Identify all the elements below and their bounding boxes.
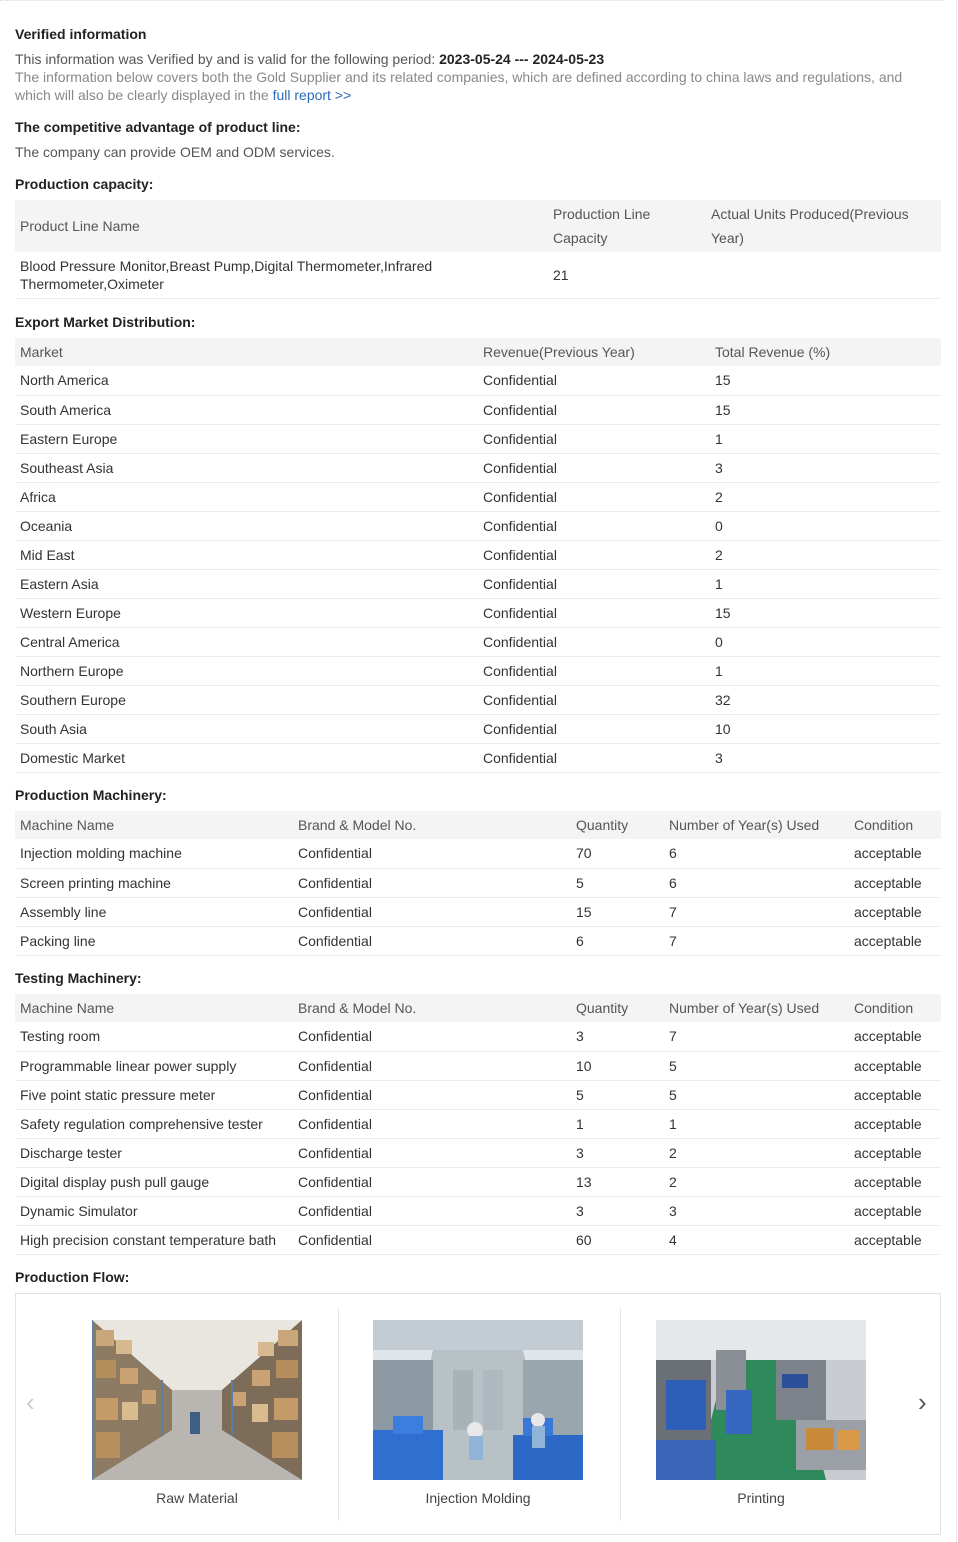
table-row	[15, 839, 941, 868]
table-row	[15, 482, 941, 511]
table-cell: acceptable	[849, 1022, 941, 1051]
table-cell: acceptable	[849, 1138, 941, 1167]
capacity-col-capacity: Production Line Capacity	[548, 200, 706, 252]
table-cell: Confidential	[293, 1051, 571, 1080]
pm-col-machine: Machine Name	[15, 811, 293, 839]
production-machinery-header-row	[15, 811, 941, 839]
table-cell: Confidential	[478, 482, 710, 511]
flow-item-label: Printing	[737, 1490, 785, 1506]
table-cell: Packing line	[15, 926, 293, 955]
capacity-product-line: Blood Pressure Monitor,Breast Pump,Digital Thermometer,Infrared Thermometer,Oximeter	[15, 252, 548, 298]
table-cell: Dynamic Simulator	[15, 1196, 293, 1225]
testing-machinery-table	[15, 994, 941, 1255]
testing-machinery-heading: Testing Machinery:	[15, 970, 142, 986]
table-row	[15, 685, 941, 714]
capacity-table	[15, 200, 941, 299]
table-row	[15, 1022, 941, 1051]
verified-prefix: This information was Verified by and is valid for the following period:	[15, 51, 436, 67]
table-cell: 15	[571, 897, 664, 926]
table-cell: 1	[664, 1109, 849, 1138]
production-flow-heading: Production Flow:	[15, 1269, 130, 1285]
table-row	[15, 1196, 941, 1225]
table-cell: 10	[710, 714, 941, 743]
table-cell: 1	[710, 424, 941, 453]
table-cell: acceptable	[849, 1196, 941, 1225]
table-row	[15, 1138, 941, 1167]
table-cell: Confidential	[293, 926, 571, 955]
capacity-value: 21	[548, 252, 706, 298]
table-cell: acceptable	[849, 1225, 941, 1254]
flow-item-raw-material[interactable]	[92, 1320, 302, 1506]
export-header-row	[15, 338, 941, 366]
table-cell: Eastern Asia	[15, 569, 478, 598]
table-cell: 2	[664, 1167, 849, 1196]
table-cell: 3	[571, 1196, 664, 1225]
table-cell: Confidential	[293, 1109, 571, 1138]
table-cell: 1	[710, 656, 941, 685]
table-cell: Testing room	[15, 1022, 293, 1051]
table-cell: 32	[710, 685, 941, 714]
table-cell: Confidential	[478, 569, 710, 598]
capacity-header-row	[15, 200, 941, 252]
top-divider	[0, 0, 944, 1]
table-row	[15, 252, 941, 298]
table-cell: Five point static pressure meter	[15, 1080, 293, 1109]
tm-col-condition: Condition	[849, 994, 941, 1022]
table-cell: Oceania	[15, 511, 478, 540]
export-col-market: Market	[15, 338, 478, 366]
table-cell: acceptable	[849, 897, 941, 926]
pm-col-years: Number of Year(s) Used	[664, 811, 849, 839]
table-cell: High precision constant temperature bath	[15, 1225, 293, 1254]
table-cell: South Asia	[15, 714, 478, 743]
table-cell: 2	[664, 1138, 849, 1167]
table-cell: 6	[664, 839, 849, 868]
table-cell: Confidential	[293, 1167, 571, 1196]
table-cell: Confidential	[293, 839, 571, 868]
table-cell: Screen printing machine	[15, 868, 293, 897]
table-cell: 3	[571, 1138, 664, 1167]
table-cell: acceptable	[849, 1080, 941, 1109]
export-heading: Export Market Distribution:	[15, 314, 196, 330]
table-row	[15, 1051, 941, 1080]
table-cell: acceptable	[849, 926, 941, 955]
table-cell: Confidential	[293, 1138, 571, 1167]
table-cell: 0	[710, 627, 941, 656]
table-cell: North America	[15, 366, 478, 395]
table-cell: 4	[664, 1225, 849, 1254]
chevron-right-icon[interactable]: ›	[918, 1387, 927, 1417]
table-cell: acceptable	[849, 868, 941, 897]
table-row	[15, 366, 941, 395]
table-cell: Confidential	[478, 395, 710, 424]
tm-col-brand: Brand & Model No.	[293, 994, 571, 1022]
tm-col-machine: Machine Name	[15, 994, 293, 1022]
printing-photo	[656, 1320, 866, 1480]
table-cell: Confidential	[478, 453, 710, 482]
table-cell: Confidential	[478, 685, 710, 714]
table-cell: 5	[571, 868, 664, 897]
table-cell: Western Europe	[15, 598, 478, 627]
table-row	[15, 868, 941, 897]
table-cell: 13	[571, 1167, 664, 1196]
flow-item-label: Raw Material	[156, 1490, 238, 1506]
table-cell: Confidential	[293, 897, 571, 926]
table-cell: acceptable	[849, 1167, 941, 1196]
export-col-total: Total Revenue (%)	[710, 338, 941, 366]
table-cell: Assembly line	[15, 897, 293, 926]
pm-col-condition: Condition	[849, 811, 941, 839]
table-row	[15, 424, 941, 453]
table-cell: Africa	[15, 482, 478, 511]
verified-period: 2023-05-24 --- 2024-05-23	[439, 51, 605, 67]
production-machinery-heading: Production Machinery:	[15, 787, 167, 803]
production-flow-carousel	[15, 1293, 941, 1535]
table-cell: Safety regulation comprehensive tester	[15, 1109, 293, 1138]
table-cell: Confidential	[478, 714, 710, 743]
testing-machinery-header-row	[15, 994, 941, 1022]
carousel-divider	[338, 1308, 339, 1521]
verified-heading: Verified information	[15, 26, 147, 42]
table-cell: Mid East	[15, 540, 478, 569]
table-cell: 6	[571, 926, 664, 955]
table-row	[15, 926, 941, 955]
table-cell: 15	[710, 598, 941, 627]
table-cell: 1	[571, 1109, 664, 1138]
advantage-text: The company can provide OEM and ODM services.	[15, 144, 335, 160]
table-cell: Confidential	[478, 511, 710, 540]
table-cell: acceptable	[849, 1109, 941, 1138]
table-cell: Confidential	[478, 656, 710, 685]
verified-note-text: The information below covers both the Gold Supplier and its related companies, which are defined according to china laws and regulations, and which will also be clearly displayed in the	[15, 69, 903, 103]
carousel-divider	[620, 1308, 621, 1521]
flow-item-label: Injection Molding	[425, 1490, 531, 1506]
table-cell: 5	[664, 1080, 849, 1109]
table-cell: Discharge tester	[15, 1138, 293, 1167]
capacity-col-units: Actual Units Produced(Previous Year)	[706, 200, 941, 252]
verified-note	[15, 68, 915, 104]
capacity-units	[706, 252, 941, 298]
table-row	[15, 656, 941, 685]
table-cell: Confidential	[293, 1196, 571, 1225]
table-cell: Confidential	[478, 743, 710, 772]
table-cell: 10	[571, 1051, 664, 1080]
pm-col-quantity: Quantity	[571, 811, 664, 839]
table-row	[15, 743, 941, 772]
table-cell: 3	[710, 453, 941, 482]
raw-material-photo	[92, 1320, 302, 1480]
table-cell: 70	[571, 839, 664, 868]
table-cell: Eastern Europe	[15, 424, 478, 453]
table-cell: 6	[664, 868, 849, 897]
table-row	[15, 627, 941, 656]
table-cell: 7	[664, 926, 849, 955]
table-cell: 7	[664, 1022, 849, 1051]
table-cell: 60	[571, 1225, 664, 1254]
table-cell: 15	[710, 395, 941, 424]
table-cell: 3	[571, 1022, 664, 1051]
table-cell: Confidential	[478, 366, 710, 395]
tm-col-years: Number of Year(s) Used	[664, 994, 849, 1022]
table-cell: Confidential	[478, 424, 710, 453]
table-cell: 3	[664, 1196, 849, 1225]
pm-col-brand: Brand & Model No.	[293, 811, 571, 839]
table-cell: Digital display push pull gauge	[15, 1167, 293, 1196]
table-cell: Southern Europe	[15, 685, 478, 714]
export-col-revenue: Revenue(Previous Year)	[478, 338, 710, 366]
chevron-left-icon[interactable]: ‹	[26, 1387, 35, 1417]
table-cell: acceptable	[849, 839, 941, 868]
table-row	[15, 453, 941, 482]
production-machinery-table	[15, 811, 941, 956]
table-row	[15, 598, 941, 627]
table-cell: Confidential	[478, 598, 710, 627]
table-row	[15, 1080, 941, 1109]
tm-col-quantity: Quantity	[571, 994, 664, 1022]
advantage-heading: The competitive advantage of product line:	[15, 119, 301, 135]
table-cell: 5	[571, 1080, 664, 1109]
table-cell: acceptable	[849, 1051, 941, 1080]
table-cell: Northern Europe	[15, 656, 478, 685]
table-cell: Confidential	[478, 627, 710, 656]
table-cell: 1	[710, 569, 941, 598]
table-cell: 2	[710, 540, 941, 569]
right-border	[956, 0, 957, 1542]
table-row	[15, 1225, 941, 1254]
capacity-heading: Production capacity:	[15, 176, 154, 192]
table-cell: Domestic Market	[15, 743, 478, 772]
table-row	[15, 540, 941, 569]
table-cell: Confidential	[293, 1225, 571, 1254]
table-cell: Central America	[15, 627, 478, 656]
table-cell: Southeast Asia	[15, 453, 478, 482]
verified-line	[15, 50, 941, 68]
full-report-link[interactable]: full report >>	[272, 87, 352, 103]
flow-item-printing[interactable]	[656, 1320, 866, 1506]
capacity-col-name: Product Line Name	[15, 200, 548, 252]
table-row	[15, 569, 941, 598]
table-cell: Confidential	[293, 868, 571, 897]
table-cell: 2	[710, 482, 941, 511]
table-cell: Confidential	[293, 1022, 571, 1051]
table-cell: Programmable linear power supply	[15, 1051, 293, 1080]
table-row	[15, 395, 941, 424]
table-cell: 0	[710, 511, 941, 540]
table-cell: Confidential	[293, 1080, 571, 1109]
export-table	[15, 338, 941, 773]
table-row	[15, 1109, 941, 1138]
table-row	[15, 1167, 941, 1196]
table-row	[15, 714, 941, 743]
table-cell: Injection molding machine	[15, 839, 293, 868]
table-cell: 7	[664, 897, 849, 926]
table-cell: 5	[664, 1051, 849, 1080]
flow-item-injection-molding[interactable]	[373, 1320, 583, 1506]
table-cell: South America	[15, 395, 478, 424]
table-cell: 3	[710, 743, 941, 772]
table-row	[15, 897, 941, 926]
injection-molding-photo	[373, 1320, 583, 1480]
table-cell: 15	[710, 366, 941, 395]
table-cell: Confidential	[478, 540, 710, 569]
table-row	[15, 511, 941, 540]
